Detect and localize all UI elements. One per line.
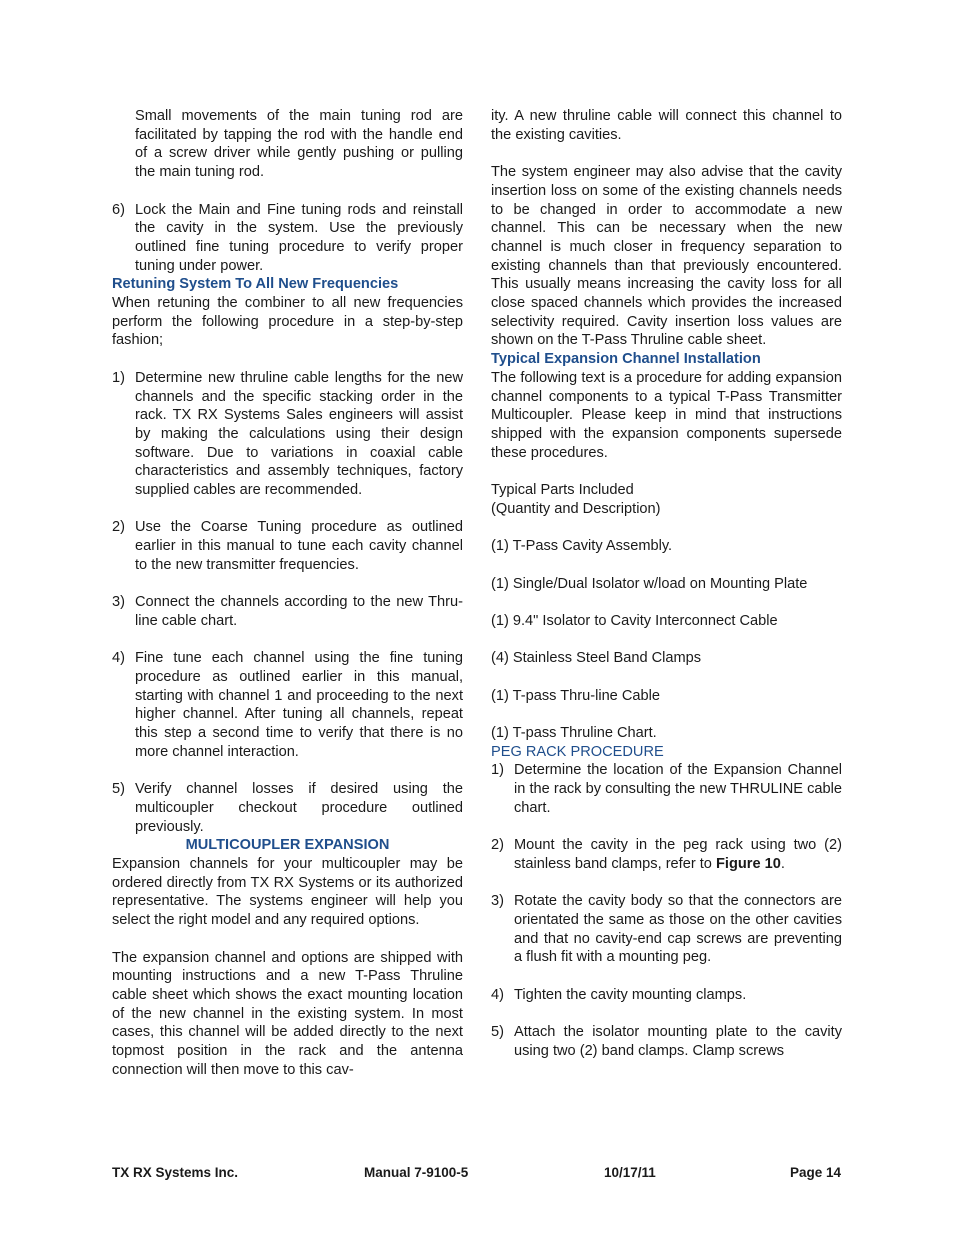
step-number: 3) [491, 893, 504, 910]
expansion-heading: MULTICOUPLER EXPANSION [185, 837, 390, 854]
footer-manual: Manual 7-9100-5 [364, 1165, 469, 1180]
step-6 [112, 201, 463, 276]
peg-step-5 [491, 1023, 842, 1060]
engineer-paragraph: The system engineer may also advise that the cavity insertion loss on some of the existing channels needs to be changed in order to accommodate a new channel. This can be necessary when the new channel is much closer in frequency separation to existing channels than that previously encountered. This usually means increasing the cavity loss for all close spaced channels which provides the increased selectivity required. Cavity insertion loss values are shown on the T-Pass Thruline cable sheet. [491, 164, 842, 349]
step-text: Tighten the cavity mounting clamps. [514, 986, 747, 1003]
step-text: Fine tune each channel using the fine tuning procedure as outlined earlier in this manual, starting with channel 1 and proceeding to the next higher channel. After tuning all channels, repeat this step a second time to verify that there is no more channel interaction. [135, 650, 463, 760]
step-number: 4) [491, 986, 504, 1003]
part-item: (1) T-pass Thru-line Cable [491, 687, 660, 704]
expansion-paragraph-2: The expansion channel and options are shipped with mounting instructions and a new T-Pass Thruline cable sheet which shows the exact mounting location of the new channel in the existing system. In most cases, this channel will be added directly to the next topmost position in the rack and the antenna connection will then move to this cav- [112, 949, 463, 1078]
retuning-heading: Retuning System To All New Frequencies [112, 276, 399, 293]
step-text: Determine the location of the Expansion Channel in the rack by consulting the new THRULINE cable chart. [514, 762, 842, 816]
step-number: 5) [491, 1024, 504, 1041]
right-column [491, 107, 842, 1061]
typical-heading: Typical Expansion Channel Installation [491, 351, 761, 368]
step-number: 2) [112, 519, 125, 536]
retuning-step-3 [112, 593, 463, 630]
step-text: Connect the channels according to the new Thru-line cable chart. [135, 594, 463, 629]
part-item: (1) T-pass Thruline Chart. [491, 725, 657, 742]
step-text-after: . [780, 855, 785, 872]
step-text: Determine new thruline cable lengths for the new channels and the specific stacking order in the rack. TX RX Systems Sales engineers will assist by making the calculations using their design software. Due to variations in coaxial cable characteristics and assembly techniques, factory supplied cables are recommended. [135, 369, 463, 499]
step-number: 3) [112, 594, 125, 611]
typical-intro: The following text is a procedure for adding expansion channel components to a typical T-Pass Transmitter Multicoupler. Please keep in mind that instructions shipped with the expansion components supersede these procedures. [491, 369, 842, 461]
step-text: Rotate the cavity body so that the connectors are orientated the same as those on the other cavities and that no cavity-end cap screws are preventing a flush fit with a mounting peg. [514, 893, 842, 966]
peg-step-4 [491, 986, 842, 1005]
expansion-paragraph-1: Expansion channels for your multicoupler may be ordered directly from TX RX Systems or its authorized representative. The systems engineer will help you select the right model and any required options. [112, 856, 463, 929]
step-number: 4) [112, 650, 125, 667]
footer-page: Page 14 [789, 1165, 841, 1180]
retuning-step-4 [112, 649, 463, 761]
step-text: Verify channel losses if desired using the multicoupler checkout procedure outlined previously. [135, 781, 463, 835]
retuning-step-1 [112, 369, 463, 500]
step-number: 5) [112, 781, 125, 798]
footer-company: TX RX Systems Inc. [112, 1165, 239, 1180]
parts-title: Typical Parts Included [491, 482, 634, 499]
part-item: (1) T-Pass Cavity Assembly. [491, 538, 673, 555]
footer-date: 10/17/11 [604, 1165, 656, 1180]
left-column [112, 107, 463, 1079]
parts-subtitle: (Quantity and Description) [491, 500, 661, 517]
step-text: Lock the Main and Fine tuning rods and reinstall the cavity in the system. Use the previously outlined fine tuning procedure to verify proper tuning under power. [135, 201, 463, 274]
continued-paragraph: Small movements of the main tuning rod are facilitated by tapping the rod with the handle end of a screw driver while gently pushing or pulling the main tuning rod. [135, 108, 463, 181]
step-number: 1) [112, 369, 125, 386]
step-number: 1) [491, 762, 504, 779]
step-number: 2) [491, 837, 504, 854]
peg-step-2 [491, 836, 842, 873]
figure-reference: Figure 10 [715, 855, 781, 872]
part-item: (1) Single/Dual Isolator w/load on Mounting Plate [491, 575, 808, 592]
part-item: (4) Stainless Steel Band Clamps [491, 650, 702, 667]
step-text: Use the Coarse Tuning procedure as outlined earlier in this manual to tune each cavity channel to the new transmitter frequencies. [135, 519, 463, 573]
step-text [514, 836, 842, 873]
peg-step-3 [491, 892, 842, 967]
retuning-step-5 [112, 780, 463, 836]
part-item: (1) 9.4" Isolator to Cavity Interconnect Cable [491, 612, 778, 629]
peg-heading: PEG RACK PROCEDURE [491, 743, 664, 760]
peg-step-1 [491, 761, 842, 817]
retuning-intro: When retuning the combiner to all new frequencies perform the following procedure in a step-by-step fashion; [112, 295, 463, 349]
continued-paragraph: ity. A new thruline cable will connect this channel to the existing cavities. [491, 108, 842, 143]
step-text: Attach the isolator mounting plate to the cavity using two (2) band clamps. Clamp screws [514, 1024, 842, 1059]
retuning-step-2 [112, 518, 463, 574]
step-number: 6) [112, 201, 125, 218]
step-text-before: Mount the cavity in the peg rack using two (2) stainless band clamps, refer to [514, 837, 842, 872]
